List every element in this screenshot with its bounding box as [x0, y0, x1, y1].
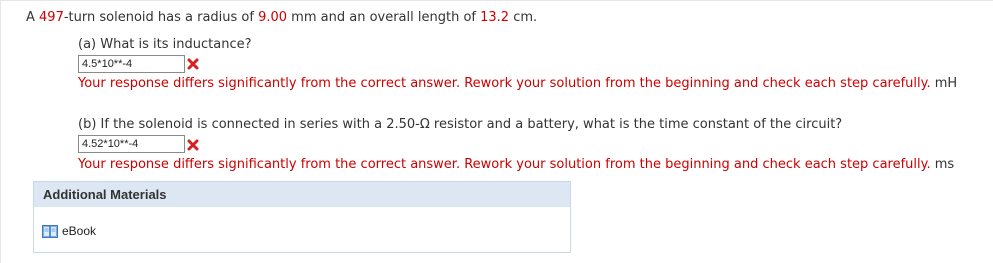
- part-a-feedback-message: Your response differs significantly from the correct answer. Rework your solution from the beginning and check each step carefully.: [78, 76, 931, 91]
- part-b-unit: ms: [934, 157, 955, 172]
- part-b-answer-input[interactable]: 4.52*10**-4: [78, 135, 185, 153]
- question-prefix: A: [26, 10, 40, 25]
- additional-materials-header: Additional Materials: [34, 182, 570, 207]
- part-a-unit: mH: [934, 76, 958, 91]
- radius-value: 9.00: [258, 10, 288, 25]
- part-b-feedback: [78, 157, 954, 173]
- question-suffix: cm.: [509, 10, 538, 25]
- length-value: 13.2: [480, 10, 510, 25]
- question-mid-1: -turn solenoid has a radius of: [63, 10, 259, 25]
- ebook-link[interactable]: [42, 224, 96, 238]
- top-divider: [0, 0, 993, 1]
- additional-materials-panel: [33, 181, 571, 253]
- part-b-label: (b) If the solenoid is connected in series with a 2.50-Ω resistor and a battery, what is the time constant of the circuit?: [78, 117, 843, 132]
- part-b-feedback-message: Your response differs significantly from the correct answer. Rework your solution from the beginning and check each step carefully.: [78, 157, 931, 172]
- turns-value: 497: [39, 10, 64, 25]
- ebook-label[interactable]: eBook: [62, 224, 97, 238]
- part-a-label: (a) What is its inductance?: [78, 37, 252, 52]
- left-divider: [0, 0, 1, 263]
- x-mark-icon: [186, 57, 200, 71]
- x-mark-icon: [186, 138, 200, 152]
- question-text: [26, 10, 537, 26]
- book-icon: [42, 225, 58, 238]
- question-mid-2: mm and an overall length of: [287, 10, 481, 25]
- part-a-answer-input[interactable]: 4.5*10**-4: [78, 55, 185, 73]
- part-a-feedback: [78, 76, 957, 92]
